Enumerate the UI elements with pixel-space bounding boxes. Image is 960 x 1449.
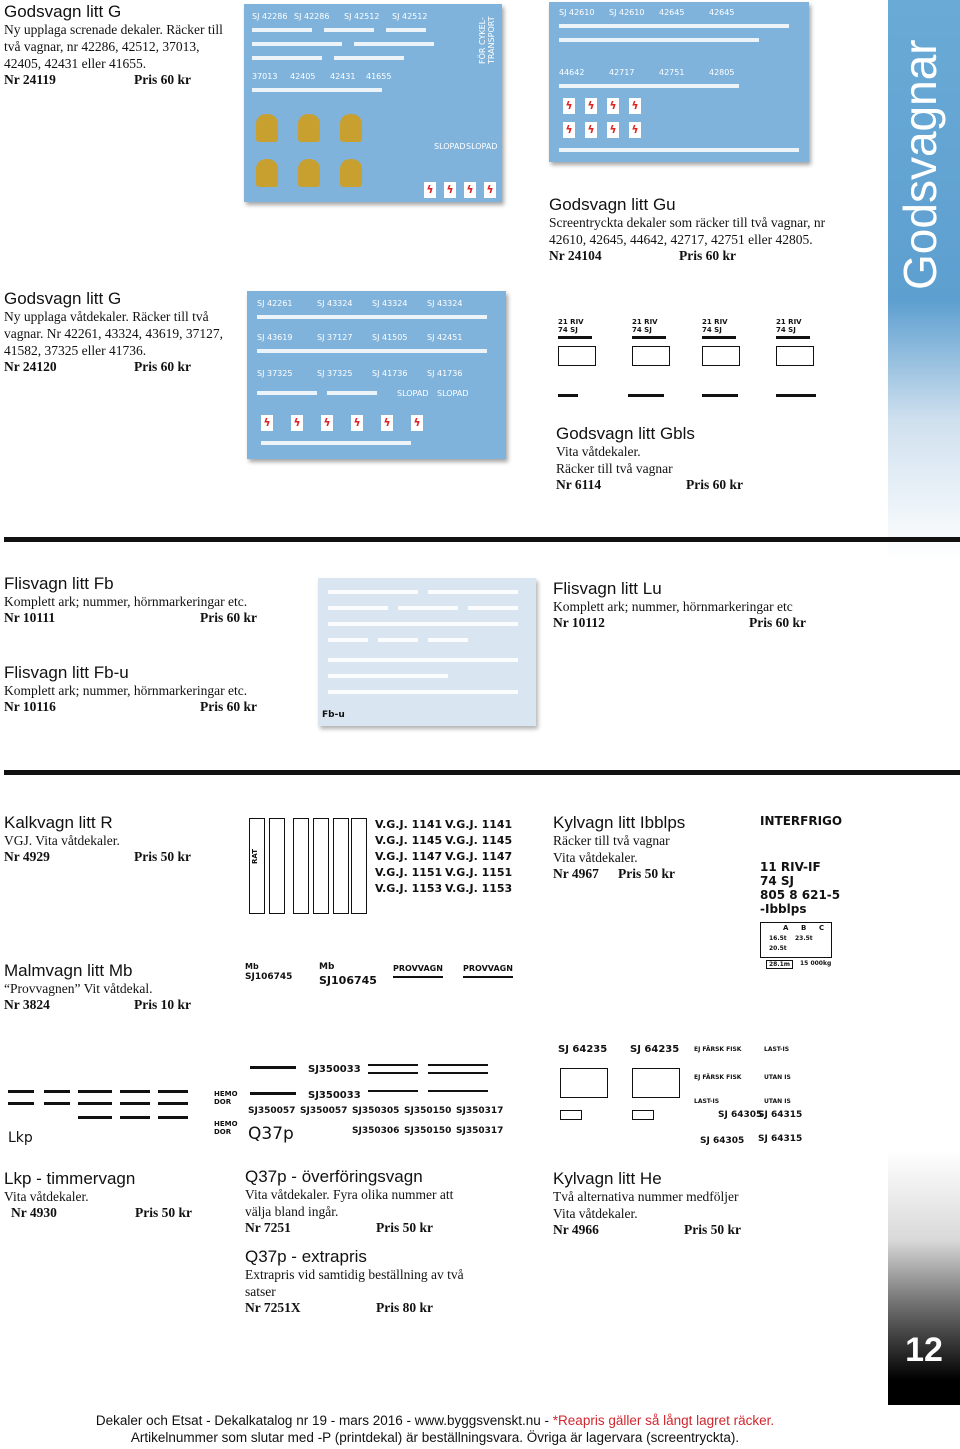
lightning-icon: ϟ xyxy=(444,182,456,198)
decal-sheet-gbls xyxy=(556,318,816,408)
decal-sheet-ibblps xyxy=(760,814,870,974)
decal-mark xyxy=(428,638,468,642)
decal-mark xyxy=(256,159,278,187)
decal-mark: RAT xyxy=(251,848,259,864)
product-price: Pris 80 kr xyxy=(376,1300,433,1315)
decal-mark xyxy=(328,606,388,610)
decal-mark xyxy=(252,28,312,32)
product-price: Pris 60 kr xyxy=(134,72,191,87)
product-lkp xyxy=(4,1169,234,1223)
footer-note: *Reapris gäller så långt lagret räcker. xyxy=(552,1413,775,1428)
product-title: Kylvagn litt Ibblps xyxy=(553,813,686,832)
decal-mark: 42645 xyxy=(659,8,685,17)
decal-mark: DOR xyxy=(214,1098,232,1106)
decal-mark: 21 RIV xyxy=(702,318,728,326)
decal-mark: V.G.J. 1147 xyxy=(375,850,443,863)
decal-mark xyxy=(120,1102,150,1105)
decal-mark xyxy=(78,1116,112,1119)
footer-line-2: Artikelnummer som slutar med -P (printdekal) är beställningsvara. Övriga är lagervara (screentryckta). xyxy=(130,1430,740,1445)
decal-mark xyxy=(252,42,342,46)
decal-mark: SJ350317 xyxy=(456,1126,504,1136)
product-desc: Ny upplaga våtdekaler. Räcker till två vagnar. Nr 42261, 43324, 43619, 37127, 41582, 37325 eller 41736. xyxy=(4,309,223,358)
decal-mark xyxy=(393,976,443,978)
decal-label: Fb-u xyxy=(322,710,345,720)
product-nr: Nr 3824 xyxy=(4,997,50,1012)
decal-mark: B xyxy=(801,924,807,932)
decal-label: Q37p xyxy=(248,1124,294,1144)
decal-mark: 44642 xyxy=(559,68,585,77)
decal-mark xyxy=(628,394,664,397)
decal-mark xyxy=(78,1090,112,1093)
decal-mark xyxy=(398,606,458,610)
product-price: Pris 60 kr xyxy=(686,477,743,492)
decal-mark xyxy=(386,28,426,32)
lightning-icon: ϟ xyxy=(381,415,393,431)
decal-mark: SJ 37325 xyxy=(317,369,353,378)
product-ibblps xyxy=(553,813,753,884)
product-desc: Vita våtdekaler. Fyra olika nummer att välja bland ingår. xyxy=(245,1187,454,1219)
decal-mark xyxy=(428,590,518,594)
decal-mark: HEMO xyxy=(214,1120,238,1128)
product-nr: Nr 24119 xyxy=(4,72,56,87)
product-desc: Komplett ark; nummer, hörnmarkeringar etc xyxy=(553,599,793,614)
decal-mark: SJ 42610 xyxy=(559,8,595,17)
lightning-icon: ϟ xyxy=(464,182,476,198)
section-divider xyxy=(4,770,960,775)
product-desc: Räcker till två vagnar xyxy=(556,461,673,476)
decal-mark xyxy=(354,42,434,46)
product-price: Pris 50 kr xyxy=(618,866,675,881)
decal-mark xyxy=(559,148,799,152)
decal-mark xyxy=(256,114,278,142)
product-title: Q37p - extrapris xyxy=(245,1247,367,1266)
decal-mark: SJ 41505 xyxy=(372,333,408,342)
decal-mark: SJ 64235 xyxy=(630,1044,680,1055)
lightning-icon: ϟ xyxy=(424,182,436,198)
product-gbls xyxy=(556,424,856,495)
decal-mark: V.G.J. 1153 xyxy=(375,882,443,895)
product-desc: Screentryckta dekaler som räcker till två vagnar, nr 42610, 42645, 44642, 42717, 42751 eller 42805. xyxy=(549,215,826,247)
decal-mark xyxy=(340,114,362,142)
decal-mark xyxy=(252,56,322,60)
product-g1 xyxy=(4,2,236,90)
product-title: Godsvagn litt G xyxy=(4,2,122,21)
decal-mark: V.G.J. 1151 xyxy=(375,866,443,879)
lightning-icon: ϟ xyxy=(563,98,575,114)
product-r xyxy=(4,813,234,867)
product-title: Flisvagn litt Fb-u xyxy=(4,663,129,682)
decal-mark: HEMO xyxy=(214,1090,238,1098)
decal-mark: SJ 64315 xyxy=(758,1134,803,1144)
sidebar-title: Godsvagnar xyxy=(894,39,946,290)
decal-mark xyxy=(559,38,759,42)
product-title: Kalkvagn litt R xyxy=(4,813,113,832)
product-price: Pris 50 kr xyxy=(135,1205,192,1220)
decal-mark: SJ 64305 xyxy=(700,1136,745,1146)
product-desc: VGJ. Vita våtdekaler. xyxy=(4,833,120,848)
product-title: Flisvagn litt Lu xyxy=(553,579,662,598)
decal-mark xyxy=(44,1102,70,1105)
product-desc: Komplett ark; nummer, hörnmarkeringar etc. xyxy=(4,683,248,698)
decal-mark: SJ 43619 xyxy=(257,333,293,342)
decal-mark xyxy=(158,1116,188,1119)
decal-mark: DOR xyxy=(214,1128,232,1136)
product-desc: “Provvagnen” Vit våtdekal. xyxy=(4,981,153,996)
decal-mark: SJ106745 xyxy=(245,972,293,982)
lightning-icon: ϟ xyxy=(563,122,575,138)
decal-sheet-he xyxy=(558,1044,818,1152)
decal-mark: 42717 xyxy=(609,68,635,77)
decal-mark xyxy=(298,114,320,142)
product-price: Pris 50 kr xyxy=(134,849,191,864)
lightning-icon: ϟ xyxy=(291,415,303,431)
decal-mark: SJ 42261 xyxy=(257,299,293,308)
decal-mark xyxy=(558,336,592,339)
decal-mark: SJ350033 xyxy=(308,1064,361,1075)
product-desc: Vita våtdekaler. xyxy=(556,444,641,459)
lightning-icon: ϟ xyxy=(607,122,619,138)
product-nr: Nr 4929 xyxy=(4,849,50,864)
decal-mark: SJ 37127 xyxy=(317,333,353,342)
decal-mark: 42405 xyxy=(290,72,316,81)
decal-mark: SJ 43324 xyxy=(427,299,463,308)
decal-mark xyxy=(368,1090,418,1092)
product-gu xyxy=(549,195,849,266)
decal-mark: V.G.J. 1141 xyxy=(375,818,443,831)
product-desc: Komplett ark; nummer, hörnmarkeringar etc. xyxy=(4,594,248,609)
lightning-icon: ϟ xyxy=(607,98,619,114)
decal-mark xyxy=(428,1090,488,1092)
decal-mark: SJ 42512 xyxy=(392,12,428,21)
decal-mark: LAST-IS xyxy=(764,1046,790,1053)
decal-mark: 28.1m xyxy=(766,960,793,969)
decal-sheet-gu xyxy=(549,2,809,162)
footer-text: Dekaler och Etsat - Dekalkatalog nr 19 - mars 2016 - www.byggsvenskt.nu - xyxy=(95,1413,553,1428)
decal-mark xyxy=(257,349,487,353)
decal-mark: 15 000kg xyxy=(800,960,832,967)
decal-mark: SJ 42512 xyxy=(344,12,380,21)
decal-mark: SJ 42610 xyxy=(609,8,645,17)
product-q37p xyxy=(245,1167,465,1238)
decal-mark: SJ350305 xyxy=(352,1106,400,1116)
product-desc: Räcker till två vagnar xyxy=(553,833,670,848)
decal-mark: SJ350150 xyxy=(404,1126,452,1136)
decal-sheet-g2 xyxy=(247,291,506,459)
product-title: Kylvagn litt He xyxy=(553,1169,662,1188)
product-price: Pris 60 kr xyxy=(200,699,257,714)
product-mb xyxy=(4,961,234,1015)
decal-mark xyxy=(558,394,578,397)
product-nr: Nr 24120 xyxy=(4,359,57,374)
decal-mark: 11 RIV-IF xyxy=(760,860,821,874)
decal-mark: V.G.J. 1145 xyxy=(445,834,513,847)
decal-mark: C xyxy=(819,924,825,932)
decal-mark: 74 SJ xyxy=(632,326,652,334)
product-price: Pris 60 kr xyxy=(134,359,191,374)
decal-mark xyxy=(328,638,368,642)
decal-mark: Mb xyxy=(245,962,259,971)
product-title: Godsvagn litt G xyxy=(4,289,122,308)
decal-mark: 42805 xyxy=(709,68,735,77)
decal-mark xyxy=(702,394,738,397)
decal-mark xyxy=(776,336,810,339)
decal-mark: 41655 xyxy=(366,72,392,81)
decal-sheet-fb xyxy=(318,578,536,726)
decal-sheet-q37p xyxy=(248,1060,513,1152)
decal-mark: 42751 xyxy=(659,68,685,77)
decal-mark: SJ350317 xyxy=(456,1106,504,1116)
decal-label: Lkp xyxy=(8,1130,33,1146)
decal-mark: LAST-IS xyxy=(694,1098,720,1105)
decal-mark: SJ350057 xyxy=(248,1106,296,1116)
product-nr: Nr 7251X xyxy=(245,1300,301,1315)
decal-mark: 16.5t xyxy=(769,935,787,942)
decal-mark: V.G.J. 1145 xyxy=(375,834,443,847)
product-desc: Extrapris vid samtidig beställning av två satser xyxy=(245,1267,464,1299)
product-nr: Nr 6114 xyxy=(556,477,602,492)
decal-mark: 21 RIV xyxy=(632,318,658,326)
decal-mark: SJ 42451 xyxy=(427,333,463,342)
decal-mark: SJ 37325 xyxy=(257,369,293,378)
decal-sheet-r xyxy=(247,816,512,916)
decal-mark: 74 SJ xyxy=(558,326,578,334)
decal-mark: 37013 xyxy=(252,72,278,81)
product-title: Godsvagn litt Gu xyxy=(549,195,676,214)
decal-mark xyxy=(298,159,320,187)
decal-mark xyxy=(368,1072,418,1074)
decal-mark xyxy=(328,690,518,694)
decal-mark xyxy=(78,1102,112,1105)
decal-mark xyxy=(327,391,377,395)
decal-mark xyxy=(120,1090,150,1093)
decal-mark: -Ibblps xyxy=(760,902,807,916)
decal-mark: V.G.J. 1141 xyxy=(445,818,513,831)
product-title: Godsvagn litt Gbls xyxy=(556,424,695,443)
product-lu xyxy=(553,579,853,633)
decal-mark: 23.5t xyxy=(795,935,813,942)
product-g2 xyxy=(4,289,236,377)
section-divider xyxy=(4,537,960,542)
lightning-icon: ϟ xyxy=(261,415,273,431)
decal-mark: SJ350306 xyxy=(352,1126,400,1136)
lightning-icon: ϟ xyxy=(351,415,363,431)
decal-mark: UTAN IS xyxy=(764,1098,791,1105)
product-fb xyxy=(4,574,304,628)
decal-mark: SJ 43324 xyxy=(372,299,408,308)
lightning-icon: ϟ xyxy=(585,122,597,138)
decal-mark xyxy=(328,674,448,678)
decal-mark xyxy=(328,590,418,594)
decal-mark xyxy=(428,1072,488,1074)
decal-mark: SJ106745 xyxy=(319,974,377,987)
product-desc: Vita våtdekaler. xyxy=(553,850,638,865)
decal-mark: FÖR CYKEL-TRANSPORT xyxy=(478,16,496,64)
decal-mark: SJ350150 xyxy=(404,1106,452,1116)
lightning-icon: ϟ xyxy=(321,415,333,431)
product-price: Pris 60 kr xyxy=(200,610,257,625)
decal-mark: 74 SJ xyxy=(702,326,722,334)
decal-mark: INTERFRIGO xyxy=(760,814,843,828)
product-desc: Ny upplaga screnade dekaler. Räcker till två vagnar, nr 42286, 42512, 37013, 42405, 42431 eller 41655. xyxy=(4,22,223,71)
decal-mark: SLOPAD xyxy=(466,142,498,151)
lightning-icon: ϟ xyxy=(585,98,597,114)
decal-mark xyxy=(559,84,739,88)
decal-mark xyxy=(257,315,487,319)
decal-mark: SJ350033 xyxy=(308,1090,361,1101)
decal-mark: V.G.J. 1151 xyxy=(445,866,513,879)
product-desc: Vita våtdekaler. xyxy=(4,1189,89,1204)
decal-mark: EJ FÄRSK FISK xyxy=(694,1074,742,1081)
decal-mark: SJ 42286 xyxy=(252,12,288,21)
product-price: Pris 60 kr xyxy=(749,615,806,630)
product-title: Flisvagn litt Fb xyxy=(4,574,114,593)
decal-mark: EJ FÄRSK FISK xyxy=(694,1046,742,1053)
decal-mark: SJ 43324 xyxy=(317,299,353,308)
decal-mark: 21 RIV xyxy=(776,318,802,326)
decal-mark xyxy=(334,56,404,60)
page-number: 12 xyxy=(905,1331,943,1369)
decal-mark: PROVVAGN xyxy=(393,964,443,973)
decal-mark xyxy=(158,1102,188,1105)
product-price: Pris 50 kr xyxy=(684,1222,741,1237)
decal-mark xyxy=(340,159,362,187)
decal-mark: SJ 42286 xyxy=(294,12,330,21)
decal-mark xyxy=(328,658,518,662)
decal-mark: 20.5t xyxy=(769,945,787,952)
decal-mark: SJ 64305 xyxy=(718,1110,763,1120)
decal-mark xyxy=(158,1090,188,1093)
decal-mark xyxy=(8,1102,34,1105)
decal-mark xyxy=(468,606,518,610)
decal-mark: V.G.J. 1147 xyxy=(445,850,513,863)
decal-mark: SLOPAD xyxy=(397,389,429,398)
decal-mark xyxy=(378,638,418,642)
decal-mark: UTAN IS xyxy=(764,1074,791,1081)
decal-mark xyxy=(776,394,816,397)
decal-mark xyxy=(328,622,518,626)
decal-mark: 42431 xyxy=(330,72,356,81)
decal-mark xyxy=(120,1116,150,1119)
decal-mark: 74 SJ xyxy=(776,326,796,334)
product-q37p-extra xyxy=(245,1247,465,1318)
decal-sheet-mb xyxy=(245,962,520,1002)
decal-mark xyxy=(632,336,666,339)
product-nr: Nr 4967 xyxy=(553,866,599,881)
product-nr: Nr 10111 xyxy=(4,610,56,625)
decal-mark: SJ 41736 xyxy=(427,369,463,378)
product-price: Pris 50 kr xyxy=(376,1220,433,1235)
decal-mark xyxy=(559,24,789,28)
lightning-icon: ϟ xyxy=(484,182,496,198)
decal-mark xyxy=(44,1090,70,1093)
product-nr: Nr 24104 xyxy=(549,248,602,263)
decal-mark: SJ 64315 xyxy=(758,1110,803,1120)
decal-mark xyxy=(324,28,374,32)
decal-mark xyxy=(428,1064,488,1066)
footer-line-1 xyxy=(0,1413,870,1428)
decal-mark xyxy=(8,1090,34,1093)
product-desc: Två alternativa nummer medföljer xyxy=(553,1189,739,1204)
product-title: Q37p - överföringsvagn xyxy=(245,1167,423,1186)
decal-mark xyxy=(368,1064,418,1066)
decal-mark xyxy=(463,976,513,978)
decal-sheet-g1 xyxy=(244,4,502,202)
decal-mark: A xyxy=(783,924,789,932)
decal-mark: 21 RIV xyxy=(558,318,584,326)
product-fbu xyxy=(4,663,304,717)
decal-mark: Mb xyxy=(319,962,335,972)
decal-mark: SLOPAD xyxy=(437,389,469,398)
decal-mark xyxy=(250,1066,296,1069)
product-desc: Vita våtdekaler. xyxy=(553,1206,638,1221)
decal-mark: SJ350057 xyxy=(300,1106,348,1116)
decal-mark: SJ 41736 xyxy=(372,369,408,378)
product-nr: Nr 4930 xyxy=(11,1205,57,1220)
decal-mark xyxy=(261,441,411,445)
decal-mark: SLOPAD xyxy=(434,142,466,151)
decal-mark xyxy=(257,391,317,395)
product-price: Pris 10 kr xyxy=(134,997,191,1012)
product-he xyxy=(553,1169,783,1240)
lightning-icon: ϟ xyxy=(411,415,423,431)
decal-mark xyxy=(252,88,382,92)
decal-mark: 74 SJ xyxy=(760,874,794,888)
decal-mark: 805 8 621-5 xyxy=(760,888,841,902)
product-nr: Nr 4966 xyxy=(553,1222,599,1237)
decal-mark: V.G.J. 1153 xyxy=(445,882,513,895)
product-nr: Nr 10112 xyxy=(553,615,605,630)
decal-mark: SJ 64235 xyxy=(558,1044,608,1055)
decal-mark: PROVVAGN xyxy=(463,964,513,973)
product-price: Pris 60 kr xyxy=(679,248,736,263)
product-nr: Nr 7251 xyxy=(245,1220,291,1235)
lightning-icon: ϟ xyxy=(629,98,641,114)
decal-sheet-lkp xyxy=(8,1086,236,1148)
lightning-icon: ϟ xyxy=(629,122,641,138)
product-title: Malmvagn litt Mb xyxy=(4,961,133,980)
product-nr: Nr 10116 xyxy=(4,699,56,714)
product-title: Lkp - timmervagn xyxy=(4,1169,136,1188)
decal-mark xyxy=(250,1092,296,1095)
decal-mark xyxy=(702,336,736,339)
decal-mark: 42645 xyxy=(709,8,735,17)
